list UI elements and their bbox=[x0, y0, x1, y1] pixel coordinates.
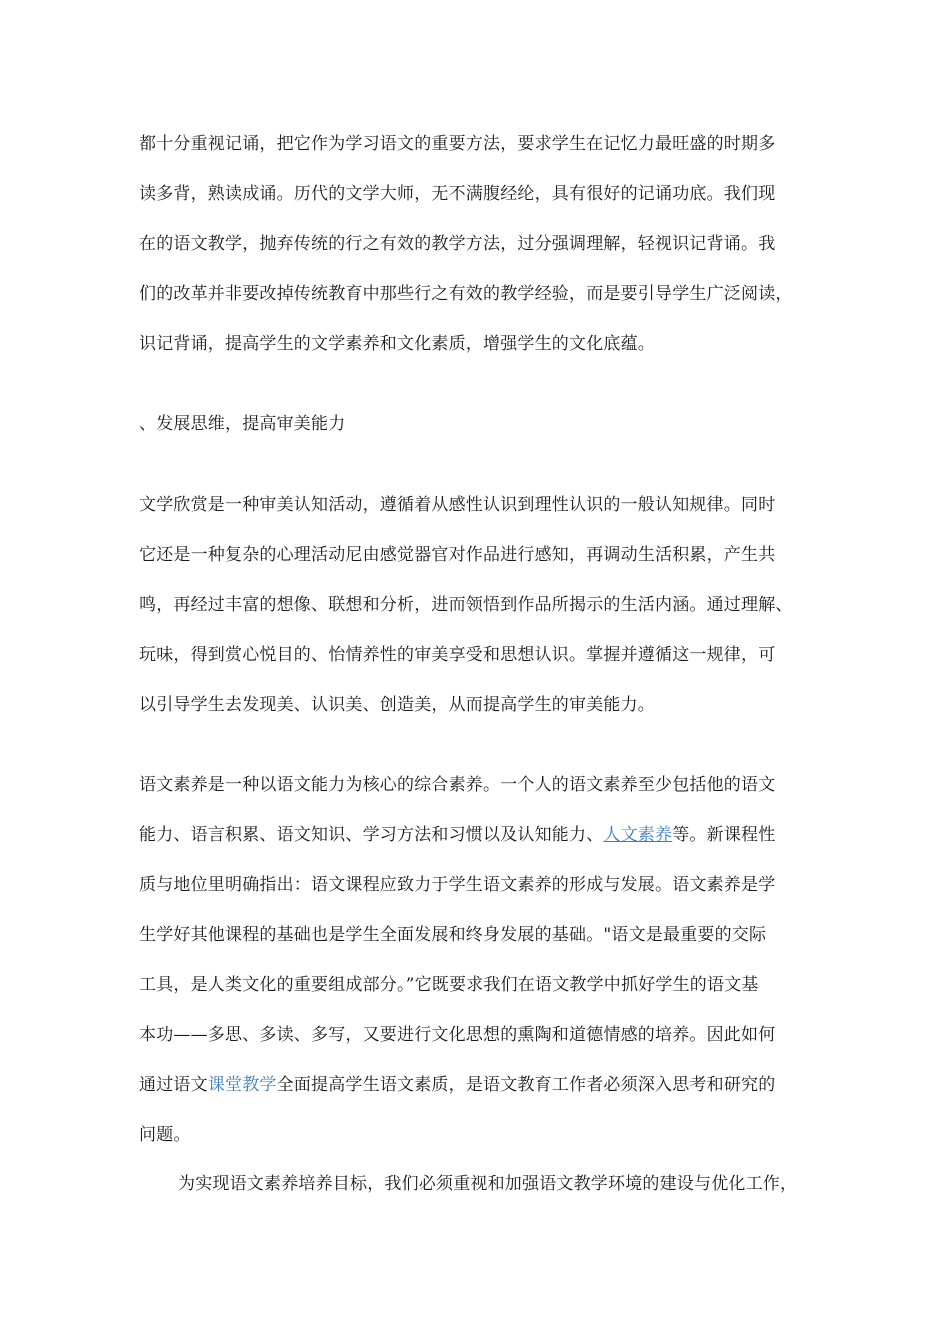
humanities-literacy-link[interactable]: 人文素养 bbox=[603, 825, 673, 845]
paragraph3-line8: 问题。 bbox=[139, 1125, 191, 1145]
paragraph3-line2 bbox=[139, 825, 775, 845]
paragraph2-line2: 它还是一种复杂的心理活动尼由感觉器官对作品进行感知，再调动生活积累，产生共 bbox=[139, 545, 776, 565]
paragraph3-line7-text-before: 通过语文 bbox=[139, 1075, 208, 1095]
paragraph3-line2-text-before: 能力、语言积累、语文知识、学习方法和习惯以及认知能力、 bbox=[139, 825, 604, 845]
paragraph1-line5: 识记背诵，提高学生的文学素养和文化素质，增强学生的文化底蕴。 bbox=[139, 334, 655, 354]
paragraph3-line4: 生学好其他课程的基础也是学生全面发展和终身发展的基础。"语文是最重要的交际 bbox=[139, 925, 767, 945]
paragraph3-line2-text-after: 等。新课程性 bbox=[672, 825, 776, 845]
paragraph1-line4: 们的改革并非要改掉传统教育中那些行之有效的教学经验，而是要引导学生广泛阅读， bbox=[139, 284, 793, 304]
paragraph1-line2: 读多背，熟读成诵。历代的文学大师，无不满腹经纶，具有很好的记诵功底。我们现 bbox=[139, 184, 776, 204]
paragraph1-line3: 在的语文教学，抛弃传统的行之有效的教学方法，过分强调理解，轻视识记背诵。我 bbox=[139, 234, 776, 254]
paragraph3-line5: 工具，是人类文化的重要组成部分。”它既要求我们在语文教学中抓好学生的语文基 bbox=[139, 975, 759, 995]
paragraph3-line7 bbox=[139, 1075, 775, 1095]
paragraph3-line1: 语文素养是一种以语文能力为核心的综合素养。一个人的语文素养至少包括他的语文 bbox=[139, 775, 776, 795]
paragraph4-line1: 为实现语文素养培养目标，我们必须重视和加强语文教学环境的建设与优化工作， bbox=[178, 1174, 798, 1194]
paragraph2-line1: 文学欣赏是一种审美认知活动，遵循着从感性认识到理性认识的一般认知规律。同时 bbox=[139, 495, 776, 515]
paragraph2-line4: 玩味，得到赏心悦目的、怡情养性的审美享受和思想认识。掌握并遵循这一规律，可 bbox=[139, 645, 776, 665]
paragraph2-line5: 以引导学生去发现美、认识美、创造美，从而提高学生的审美能力。 bbox=[139, 695, 655, 715]
classroom-teaching-link[interactable]: 课堂教学 bbox=[207, 1075, 277, 1095]
paragraph2-line3: 鸣，再经过丰富的想像、联想和分析，进而领悟到作品所揭示的生活内涵。通过理解、 bbox=[139, 595, 793, 615]
section-heading: 、发展思维，提高审美能力 bbox=[139, 414, 346, 434]
paragraph3-line7-text-after: 全面提高学生语文素质，是语文教育工作者必须深入思考和研究的 bbox=[276, 1075, 776, 1095]
paragraph1-line1: 都十分重视记诵，把它作为学习语文的重要方法，要求学生在记忆力最旺盛的时期多 bbox=[139, 134, 776, 154]
paragraph3-line6: 本功——多思、多读、多写，又要进行文化思想的熏陶和道德情感的培养。因此如何 bbox=[139, 1025, 776, 1045]
paragraph3-line3: 质与地位里明确指出：语文课程应致力于学生语文素养的形成与发展。语文素养是学 bbox=[139, 875, 776, 895]
